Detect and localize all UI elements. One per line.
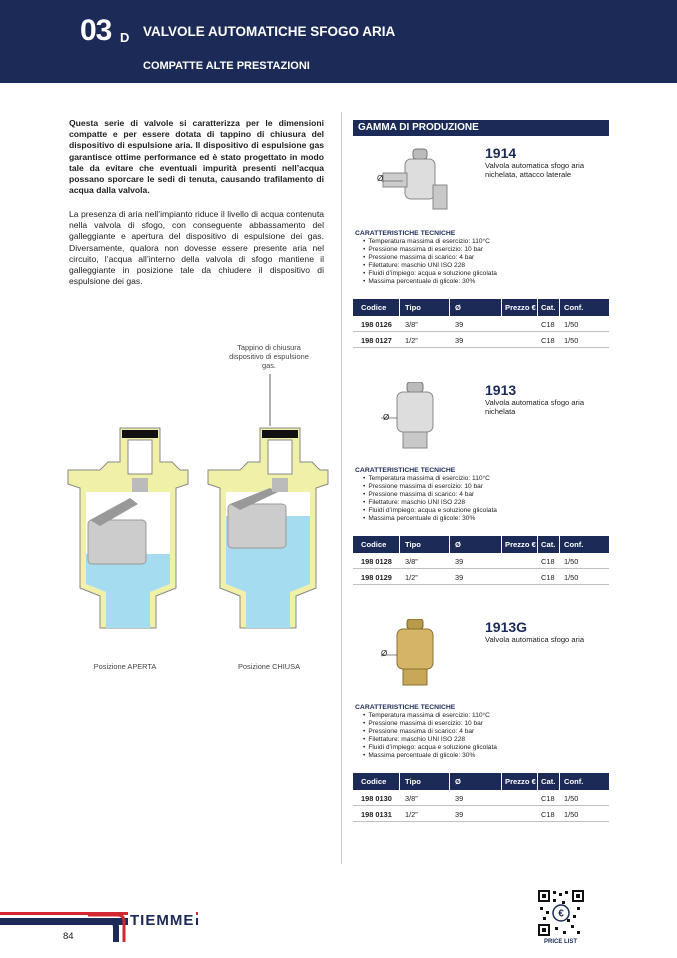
table-header: Codice Tipo Ø Prezzo € Cat. Conf. xyxy=(353,299,609,316)
product-description: Valvola automatica sfogo aria nichelata, attacco laterale xyxy=(485,161,585,179)
diameter-marker: Ø xyxy=(383,413,390,422)
section-letter: D xyxy=(120,30,130,45)
spec-item: • Pressione massima di scarico: 4 bar xyxy=(363,491,497,499)
characteristics-title: CARATTERISTICHE TECNICHE xyxy=(355,704,456,711)
figure-callout: Tappino di chiusura dispositivo di espulsione gas. xyxy=(229,343,309,370)
spec-list xyxy=(363,475,497,523)
price-table-1914 xyxy=(353,299,609,348)
spec-item: • Massima percentuale di glicole: 30% xyxy=(363,752,497,760)
brand-name: TIEMME xyxy=(130,912,195,929)
valve-open-diagram xyxy=(68,428,188,628)
qr-code[interactable] xyxy=(537,889,585,937)
table-row: 198 0131 1/2” 39 C18 1/50 xyxy=(353,806,609,822)
spec-item: • Pressione massima di esercizio: 10 bar xyxy=(363,720,497,728)
spec-list xyxy=(363,238,497,286)
valve-cross-section-figure xyxy=(60,370,340,660)
spec-list xyxy=(363,712,497,760)
page-number: 84 xyxy=(63,931,74,942)
intro-paragraph: La presenza di aria nell’impianto riduce il livello di acqua contenuta nella valvola di sfogo, con conseguente abbassamento del galleggiante e apertura del dispositivo di espulsione dei gas. Diversamente, qualora non dovesse essere presente aria nel circuito, l’acqua all’interno della valvola di sfogo mantiene il galleggiante in posizione tale da chiudere il dispositivo di espulsione dei gas. xyxy=(69,209,324,287)
diameter-marker: Ø xyxy=(377,174,384,183)
spec-item: • Temperatura massima di esercizio: 110°C xyxy=(363,712,497,720)
intro-bold-paragraph: Questa serie di valvole si caratterizza per le dimensioni compatte e per essere dotata di tappino di chiusura del dispositivo di espulsione aria. Il dispositivo di espulsione gas garantisce ottime performance ed è stato progettato in modo tale da evitare che eventuali impurità presenti nell’acqua possano sporcare le sedi di tenuta, causando trafilamento di acqua dalla valvola. xyxy=(69,118,324,196)
section-number: 03 xyxy=(80,14,112,47)
spec-item: • Fluidi d’impiego: acqua e soluzione glicolata xyxy=(363,270,497,278)
spec-item: • Filettature: maschio UNI ISO 228 xyxy=(363,736,497,744)
table-header: Codice Tipo Ø Prezzo € Cat. Conf. xyxy=(353,536,609,553)
price-table-1913g xyxy=(353,773,609,822)
gamma-heading: GAMMA DI PRODUZIONE xyxy=(353,120,609,136)
product-code: 1913 xyxy=(485,382,517,398)
column-divider xyxy=(341,112,342,864)
table-row: 198 0128 3/8” 39 C18 1/50 xyxy=(353,553,609,569)
product-code: 1914 xyxy=(485,145,517,161)
spec-item: • Massima percentuale di glicole: 30% xyxy=(363,278,497,286)
caption-closed: Posizione CHIUSA xyxy=(237,662,301,671)
spec-item: • Massima percentuale di glicole: 30% xyxy=(363,515,497,523)
product-description: Valvola automatica sfogo aria nichelata xyxy=(485,398,585,416)
spec-item: • Filettature: maschio UNI ISO 228 xyxy=(363,499,497,507)
diameter-marker: Ø xyxy=(381,649,388,658)
valve-closed-diagram xyxy=(208,428,328,628)
price-table-1913 xyxy=(353,536,609,585)
table-row: 198 0127 1/2” 39 C18 1/50 xyxy=(353,332,609,348)
table-row: 198 0129 1/2” 39 C18 1/50 xyxy=(353,569,609,585)
spec-item: • Pressione massima di esercizio: 10 bar xyxy=(363,483,497,491)
page-subtitle: COMPATTE ALTE PRESTAZIONI xyxy=(143,60,310,72)
page-title: VALVOLE AUTOMATICHE SFOGO ARIA xyxy=(143,24,396,39)
spec-item: • Fluidi d’impiego: acqua e soluzione glicolata xyxy=(363,507,497,515)
caption-open: Posizione APERTA xyxy=(93,662,157,671)
product-description: Valvola automatica sfogo aria xyxy=(485,635,585,644)
brand-logo-mark xyxy=(88,912,128,942)
product-code: 1913G xyxy=(485,619,528,635)
spec-item: • Temperatura massima di esercizio: 110°C xyxy=(363,475,497,483)
characteristics-title: CARATTERISTICHE TECNICHE xyxy=(355,467,456,474)
table-row: 198 0126 3/8” 39 C18 1/50 xyxy=(353,316,609,332)
table-header: Codice Tipo Ø Prezzo € Cat. Conf. xyxy=(353,773,609,790)
spec-item: • Pressione massima di scarico: 4 bar xyxy=(363,728,497,736)
spec-item: • Filettature: maschio UNI ISO 228 xyxy=(363,262,497,270)
valve-1914-image xyxy=(375,145,455,217)
characteristics-title: CARATTERISTICHE TECNICHE xyxy=(355,230,456,237)
price-list-label: PRICE LIST xyxy=(544,939,578,945)
spec-item: • Pressione massima di esercizio: 10 bar xyxy=(363,246,497,254)
spec-item: • Temperatura massima di esercizio: 110°C xyxy=(363,238,497,246)
table-row: 198 0130 3/8” 39 C18 1/50 xyxy=(353,790,609,806)
page-header xyxy=(0,0,677,83)
spec-item: • Pressione massima di scarico: 4 bar xyxy=(363,254,497,262)
svg-text:€: € xyxy=(558,908,564,920)
spec-item: • Fluidi d’impiego: acqua e soluzione glicolata xyxy=(363,744,497,752)
